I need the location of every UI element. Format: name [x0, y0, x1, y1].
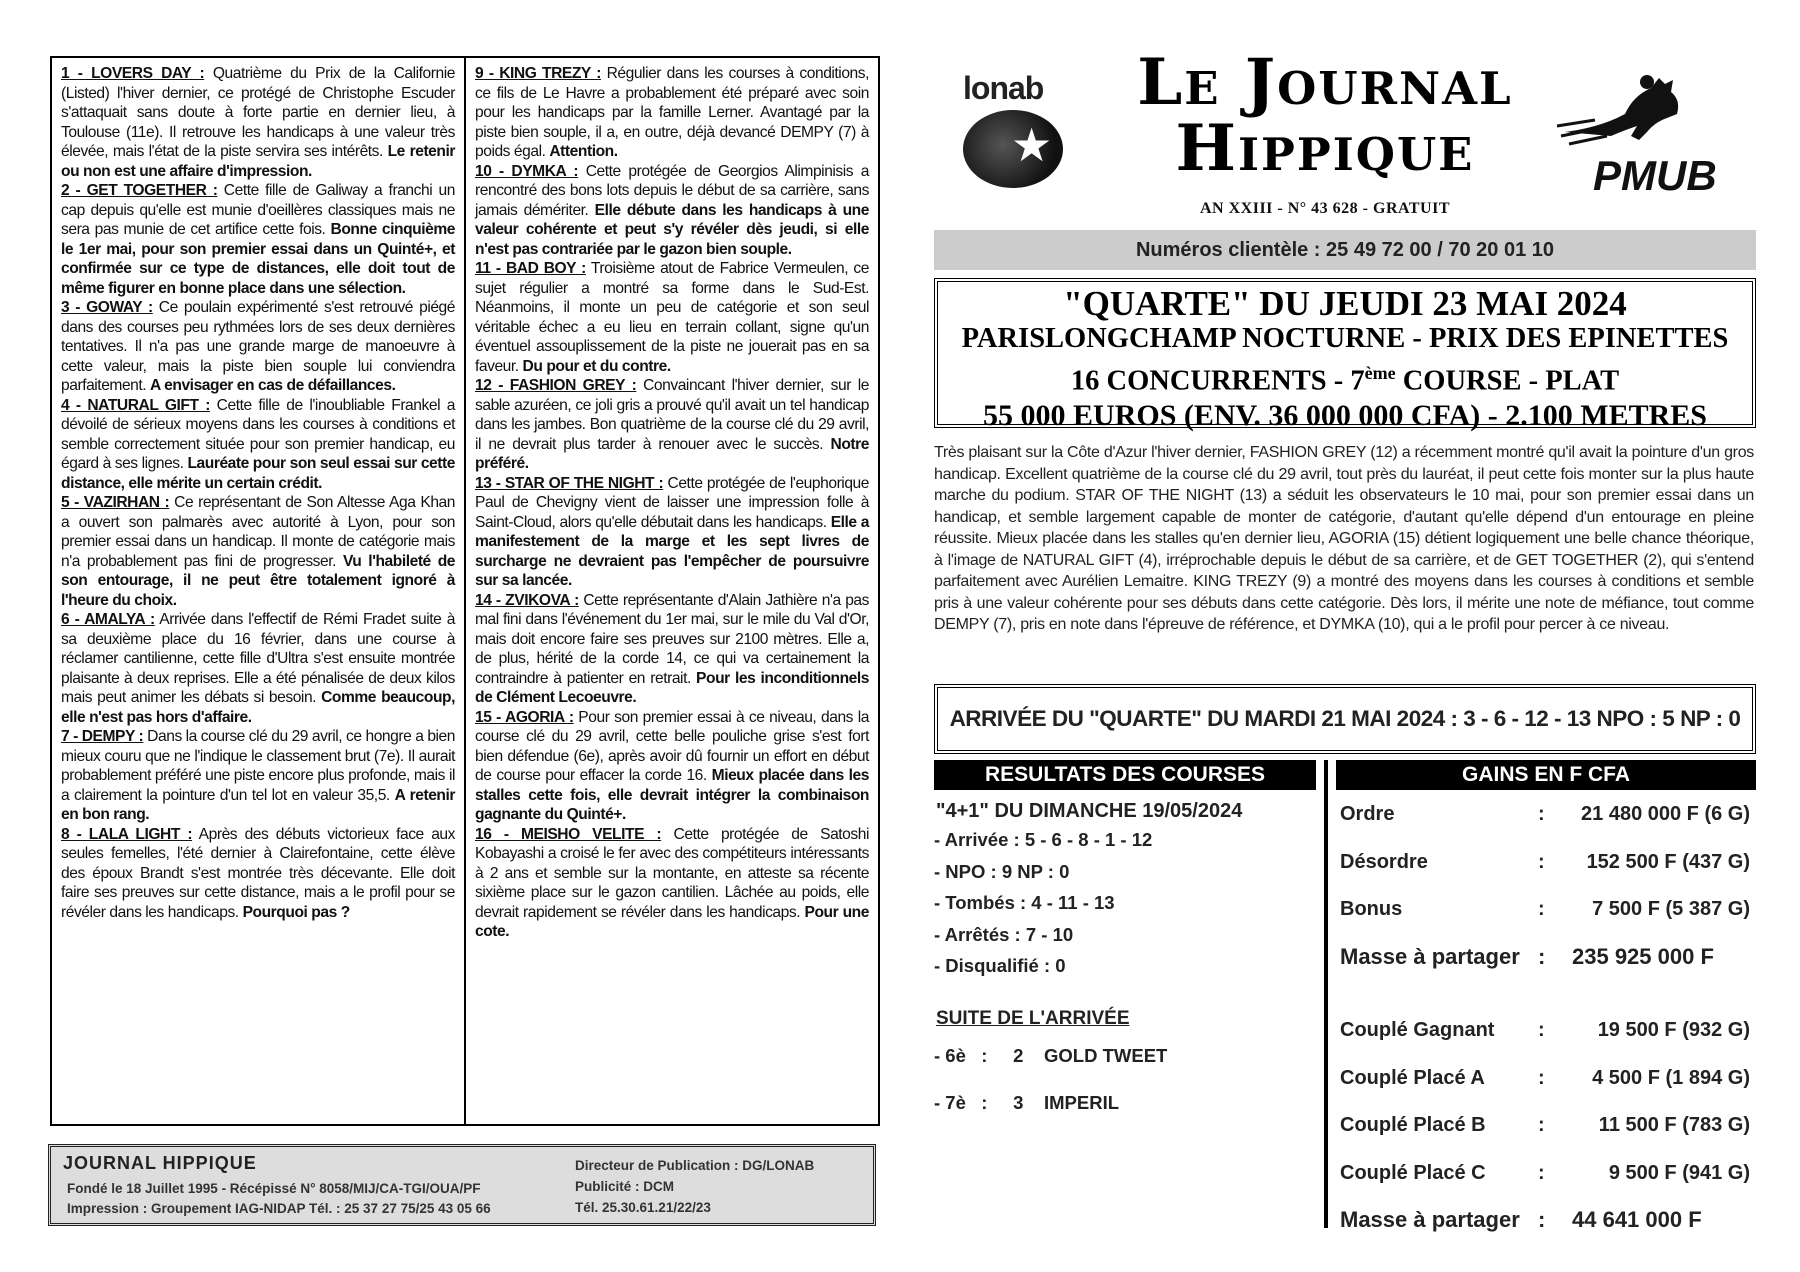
horse-comment: Ce poulain expérimenté s'est retrouvé piégé dans des courses peu rythmées lors de ses deux dernières tentatives. Il n'a pas une grande marge de manoeuvre à cette valeur, mais la piste bien souple lui conviendra parfaitement. [61, 299, 456, 394]
horse-entry [61, 396, 455, 494]
star-icon: ★ [1011, 119, 1053, 171]
gains-value: 21 480 000 F (6 G) [1581, 803, 1750, 825]
results-panel [934, 798, 1314, 1126]
gains-separator: : [1538, 898, 1545, 920]
result-line: - Disqualifié : 0 [934, 955, 1066, 976]
gains-row [1340, 848, 1760, 896]
gains-label: Ordre [1340, 803, 1395, 825]
issue-subtitle: AN XXIII - N° 43 628 - GRATUIT [1200, 200, 1450, 217]
gains-row [1340, 1016, 1760, 1064]
quarte-prize: 55 000 EUROS (ENV. 36 000 000 CFA) - 2.100 METRES [983, 398, 1707, 432]
lonab-logo-text: lonab [963, 70, 1044, 106]
horse-comment: Cette protégée de l'euphorique Paul de Chevigny vient de laisser une impression folle à Saint-Cloud, alors qu'elle débutait dans les handicaps. [475, 474, 869, 531]
gains-row [1340, 1159, 1760, 1207]
gains-value: 19 500 F (932 G) [1597, 1019, 1750, 1041]
gains-value: 7 500 F (5 387 G) [1592, 898, 1750, 920]
gains-header: GAINS EN F CFA [1336, 760, 1756, 790]
horse-name: 13 - STAR OF THE NIGHT : [475, 474, 664, 492]
gains-label: Bonus [1340, 898, 1403, 920]
horse-verdict: Attention. [549, 143, 618, 160]
result-line: - NPO : 9 NP : 0 [934, 860, 1070, 882]
gains-label: Couplé Placé C [1340, 1161, 1486, 1184]
gains-separator: : [1538, 850, 1545, 873]
horse-entry [61, 64, 455, 181]
horse-comment: Convaincant l'hiver dernier, sur le sable azuréen, ce joli gris a prouvé qu'il avait un tel handicap dans les jambes. Bon quatrième de la course clé du 29 avril, il ne devrait plus tarder à renouer avec le succès. [475, 377, 870, 453]
horse-entry [61, 181, 455, 298]
horse-comment: Dans la course clé du 29 avril, ce hongre a bien mieux couru que ne l'indique le classement brut (7e). Il aurait probablement préféré une piste encore plus profonde, mais il a clairement la pointure d'un tel lot en valeur 35,5. [61, 728, 455, 804]
horse-name: 8 - LALA LIGHT : [61, 825, 193, 843]
horse-comment: Cette protégée de Georgios Alimpinisis a rencontré des bons lots depuis le début de sa carrière, sans jamais démériter. [475, 162, 869, 219]
gains-value: 11 500 F (783 G) [1598, 1114, 1750, 1136]
horse-comment: Cette fille de Galiway a franchi un cap depuis qu'elle est munie d'oeillères classiques mais ne sera pas munie de cet artifice cette fois. [61, 182, 455, 238]
horse-verdict: Mieux placée dans les stalles cette fois, elle devrait intégrer la combinaison gagnante du Quinté+. [475, 767, 869, 823]
footer-left [67, 1179, 491, 1219]
title-line-2: Hippique [1175, 111, 1475, 186]
horse-name: 12 - FASHION GREY : [475, 377, 637, 394]
result-line: - Tombés : 4 - 11 - 13 [934, 892, 1115, 913]
horse-entry [475, 708, 869, 825]
horse-verdict: Elle débute dans les handicaps à une valeur cohérente et peut s'y révéler dès jeudi, si elle n'est pas contrariée par le gazon bien souple. [475, 201, 869, 258]
gains-label: Masse à partager [1340, 1207, 1520, 1232]
horse-descriptions [50, 56, 880, 1126]
horse-comment: Cette fille de l'inoubliable Frankel a dévoilé de sérieux moyens dans les courses à conditions et semble correctement située pour son premier handicap, eu égard à ses lignes. [61, 396, 456, 472]
horse-verdict: Comme beaucoup, elle n'est pas hors d'affaire. [61, 689, 455, 726]
horse-name: 2 - GET TOGETHER : [61, 182, 218, 199]
gains-value: 44 641 000 F [1572, 1207, 1702, 1232]
column-left [52, 58, 464, 1124]
horse-jockey-icon [1555, 70, 1695, 160]
horse-entry [475, 825, 869, 942]
vertical-divider [1324, 760, 1328, 1228]
publication-footer [48, 1144, 876, 1226]
horse-name: 5 - VAZIRHAN : [61, 494, 170, 511]
horse-verdict: A envisager en cas de défaillances. [150, 377, 396, 394]
horse-entry [61, 493, 455, 610]
gains-separator: : [1538, 803, 1545, 825]
horse-name: 14 - ZVIKOVA : [475, 591, 579, 609]
horse-name: 15 - AGORIA : [475, 708, 574, 726]
gains-label: Masse à partager [1340, 943, 1520, 969]
horse-name: 16 - MEISHO VELITE : [475, 825, 662, 843]
horse-verdict: Le retenir ou non est une affaire d'impression. [61, 143, 455, 180]
quarte-race-box [934, 278, 1756, 432]
newspaper-title [1105, 45, 1545, 186]
footer-line-printing: Impression : Groupement IAG-NIDAP Tél. : 25 37 27 75/25 43 05 66 [67, 1201, 491, 1216]
gains-total-row [1340, 943, 1760, 991]
gains-separator: : [1538, 1066, 1545, 1089]
horse-entry [475, 64, 869, 162]
horse-comment: Pour son premier essai à ce niveau, dans la course clé du 29 avril, cette belle pouliche grise s'est fort bien défendue (6e), après avoir dû fournir un effort en début de course pour effacer la corde 16. [475, 708, 869, 784]
gains-label: Couplé Placé B [1340, 1114, 1486, 1136]
horse-entry [475, 376, 869, 474]
pmub-logo [1555, 70, 1717, 210]
title-line-1: Le Journal [1137, 45, 1513, 120]
horse-entry [475, 591, 869, 708]
gains-separator: : [1538, 943, 1546, 969]
suite-row: - 6è : 2 GOLD TWEET [934, 1044, 1168, 1066]
horse-name: 10 - DYMKA : [475, 162, 579, 180]
gains-separator: : [1538, 1207, 1546, 1232]
horse-comment: Troisième atout de Fabrice Vermeulen, ce sujet régulier a montré sa forme dans le Sud-Est. Néanmoins, il monte un peu de catégorie et son seul véritable échec a eu lieu en terrain collant, signe qu'un éventuel assouplissement de la piste ne jouerait pas en sa faveur. [475, 260, 869, 375]
horse-comment: Arrivée dans l'effectif de Rémi Fradet suite à sa deuxième place du 16 février, dans une course à réclamer cantilienne, cette fille d'Ultra s'est ensuite montrée plaisante à deux reprises. Elle a été pénalisée de deux kilos mais peut animer les débats si besoin. [61, 611, 455, 706]
horse-verdict: Notre préféré. [475, 435, 869, 472]
gains-row [1340, 1111, 1760, 1159]
quarte-runners-b: COURSE - PLAT [1395, 365, 1620, 397]
horse-name: 3 - GOWAY : [61, 299, 153, 316]
quarte-title: "QUARTE" DU JEUDI 23 MAI 2024 [1063, 284, 1627, 323]
horse-entry [475, 474, 869, 591]
gains-row [1340, 1064, 1760, 1112]
footer-line-founded: Fondé le 18 Juillet 1995 - Récépissé N° 8058/MIJ/CA-TGI/OUA/PF [67, 1181, 481, 1196]
horse-verdict: Lauréate pour son seul essai sur cette distance, elle mérite un certain crédit. [61, 455, 455, 492]
horse-verdict: Bonne cinquième le 1er mai, pour son premier essai dans un Quinté+, et confirmée sur ce type de distances, elle doit tout de même figurer en bonne place dans une sélection. [61, 221, 455, 297]
horse-verdict: Vu l'habileté de son entourage, il ne peut être totalement ignoré à l'heure du choix. [61, 552, 456, 609]
footer-right [575, 1155, 814, 1218]
horse-comment: Quatrième du Prix de la Californie (Listed) l'hiver dernier, ce protégé de Christophe Escuder s'attaquait sans doute à forte partie en dernier lieu, à Toulouse (11e). Il retrouve les handicaps à une valeur très élevée, mais l'état de la piste servira ses intérêts. [61, 65, 455, 160]
horse-comment: Ce représentant de Son Altesse Aga Khan a ouvert son palmarès avec autorité à Lyon, pour son premier essai dans un handicap. Il monte de catégorie mais n'a probablement pas fini de progresser. [61, 494, 455, 570]
quarte-venue: PARISLONGCHAMP NOCTURNE - PRIX DES EPINETTES [961, 323, 1729, 354]
horse-entry [61, 610, 455, 727]
client-numbers: Numéros clientèle : 25 49 72 00 / 70 20 01 10 [934, 230, 1756, 270]
gains-separator: : [1538, 1019, 1545, 1041]
footer-publicite: Publicité : DCM [575, 1179, 675, 1194]
horse-comment: Cette représentante d'Alain Jathière n'a pas mal fini dans l'événement du 1er mai, sur le mile du Val d'Or, mais doit encore faire ses preuves sur 2100 mètres. Elle a, de plus, hérité de la corde 14, ce qui va certainement la contraindre à patienter en retrait. [475, 591, 869, 687]
horse-verdict: Du pour et du contre. [522, 357, 671, 375]
horse-entry [61, 727, 455, 825]
gains-separator: : [1538, 1161, 1545, 1184]
gains-value: 9 500 F (941 G) [1608, 1161, 1750, 1184]
horse-entry [475, 259, 869, 376]
horse-entry [61, 298, 455, 396]
horse-entry [475, 162, 869, 260]
quarte-runners [938, 356, 1752, 399]
horse-verdict: A retenir en bon rang. [61, 786, 455, 823]
horse-name: 11 - BAD BOY : [475, 260, 586, 277]
gains-label: Couplé Gagnant [1340, 1019, 1495, 1041]
gains-row [1340, 800, 1760, 848]
horse-verdict: Pour les inconditionnels de Clément Lecoeuvre. [475, 669, 869, 706]
suite-row: - 7è : 3 IMPERIL [934, 1091, 1120, 1113]
gains-panel [1340, 800, 1760, 1254]
gains-spacer [1340, 990, 1760, 1016]
gains-value: 4 500 F (1 894 G) [1592, 1066, 1750, 1089]
gains-label: Désordre [1340, 850, 1428, 873]
horse-name: 4 - NATURAL GIFT : [61, 396, 210, 414]
result-line: - Arrivée : 5 - 6 - 8 - 1 - 12 [934, 829, 1153, 850]
results-header: RESULTATS DES COURSES [934, 760, 1316, 790]
horse-comment: Cette protégée de Satoshi Kobayashi a croisé le fer avec des compétiteurs intéressants à 2 ans et semble sur la montante, en atteste sa récente sixième place sur le gazon cantilien. Lâchée au poids, elle devrait rapidement se révéler dans les handicaps. [475, 825, 869, 921]
race-preview-text: Très plaisant sur la Côte d'Azur l'hiver dernier, FASHION GREY (12) a récemment montré qu'il avait la pointure d'un gros handicap. Excellent quatrième de la course clé du 29 avril, tout près du lauréat, il peut cette fois monter sur la plus haute marche du podium. STAR OF THE NIGHT (13) a séduit les observateurs le 10 mai, pour son premier essai dans un handicap, et semble largement capable de monter de catégorie, d'autant qu'elle dépend d'un entourage en pleine réussite. Mieux placée dans les stalles qu'en dernier lieu, AGORIA (15) détient logiquement une belle chance théorique, à l'image de NATURAL GIFT (4), irréprochable depuis le début de sa carrière, et de GET TOGETHER (2), qui s'entend parfaitement avec Aurélien Lemaitre. KING TREZY (9) a montré des moyens dans les courses à conditions et semble pris à une valeur cohérente pour ses débuts dans cette catégorie. Dès lors, il mérite une note de méfiance, tout comme DEMPY (7), pris en note dans l'épreuve de référence, et DYMKA (10), qui a le profil pour percer à ce niveau. [934, 444, 1754, 633]
horse-entry [61, 825, 455, 923]
gains-separator: : [1538, 1114, 1545, 1136]
quarte-runners-a: 16 CONCURRENTS - 7 [1070, 365, 1365, 397]
horse-name: 6 - AMALYA : [61, 611, 155, 628]
gains-total-row [1340, 1206, 1760, 1254]
results-race-title: "4+1" DU DIMANCHE 19/05/2024 [936, 800, 1243, 822]
masthead [955, 45, 1717, 230]
horse-comment: Après des débuts victorieux face aux seules femelles, l'été dernier à Clairefontaine, cette élève des époux Brandt s'est montrée très décevante. Elle doit faire ses preuves sur cette distance, mais a le profil pour se révéler dans les handicaps. [61, 825, 455, 921]
footer-director: Directeur de Publication : DG/LONAB [575, 1158, 815, 1173]
horse-verdict: Pour une cote. [475, 903, 869, 940]
result-line: - Arrêtés : 7 - 10 [934, 923, 1074, 945]
footer-title: JOURNAL HIPPIQUE [63, 1153, 257, 1173]
horse-name: 1 - LOVERS DAY : [61, 65, 205, 82]
horse-verdict: Elle a manifestement de la marge et les sept livres de surcharge ne devraient pas l'empêcher de poursuivre sur sa lancée. [475, 513, 870, 589]
horse-name: 7 - DEMPY : [61, 728, 144, 745]
horse-comment: Régulier dans les courses à conditions, ce fils de Le Havre a probablement été préparé avec soin pour les handicaps par la famille Lerner. Avantagé par la piste bien souple, il a, en outre, déjà devancé DEMPY (7) à poids égal. [475, 65, 869, 160]
lonab-logo [955, 70, 1065, 180]
quarte-results-box: ARRIVÉE DU "QUARTE" DU MARDI 21 MAI 2024 : 3 - 6 - 12 - 13 NPO : 5 NP : 0 [934, 684, 1756, 754]
gains-label: Couplé Placé A [1340, 1066, 1485, 1089]
quarte-runners-sup: ème [1364, 363, 1396, 383]
gains-row [1340, 895, 1760, 943]
horse-verdict: Pourquoi pas ? [242, 903, 350, 921]
gains-value: 152 500 F (437 G) [1586, 850, 1750, 873]
column-right [464, 58, 878, 1124]
horse-name: 9 - KING TREZY : [475, 65, 601, 82]
footer-tel: Tél. 25.30.61.21/22/23 [575, 1200, 711, 1215]
suite-title: SUITE DE L'ARRIVÉE [936, 1007, 1130, 1029]
gains-value: 235 925 000 F [1572, 943, 1714, 969]
pmub-logo-text: PMUB [1593, 152, 1717, 199]
